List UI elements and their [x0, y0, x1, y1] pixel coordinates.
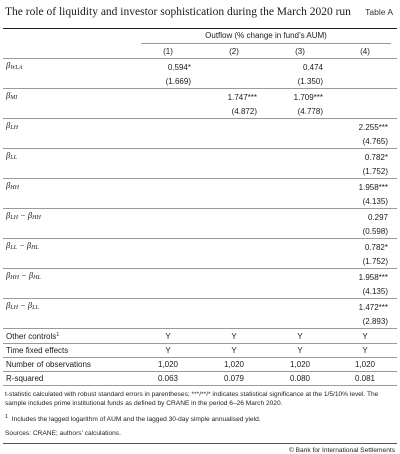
tstat-cell: [201, 135, 267, 149]
row-label: $\beta_{LL} - \beta_{HL}$: [6, 240, 39, 251]
coef-cell: [135, 149, 201, 166]
coef-cell: 0.782*: [364, 242, 388, 252]
coef-row: [3, 179, 397, 196]
stat-cell: 1,020: [135, 358, 201, 372]
coef-row: [3, 59, 397, 76]
row-label: Other controls$^1$: [3, 329, 135, 344]
column-header: (1): [135, 44, 201, 59]
row-label: Time fixed effects: [3, 344, 135, 358]
tstat-cell: [267, 195, 333, 209]
tstat-cell: (1.350): [267, 75, 333, 89]
tstat-cell: [135, 165, 201, 179]
stat-cell: 1,020: [201, 358, 267, 372]
column-header: (4): [333, 44, 397, 59]
column-header: (2): [201, 44, 267, 59]
regression-table: [3, 29, 397, 386]
diff-row: [3, 209, 397, 226]
row-label: $\beta_{LH} - \beta_{LL}$: [6, 300, 39, 311]
stat-row: [3, 329, 397, 344]
tstat-cell: (4.135): [333, 195, 397, 209]
tstat-cell: [267, 165, 333, 179]
row-label: Number of observations: [3, 358, 135, 372]
row-label: $\beta_{HH}$: [6, 180, 19, 191]
tstat-cell: [333, 75, 397, 89]
coef-row: [3, 119, 397, 136]
coef-cell: [201, 149, 267, 166]
coef-cell: 1.958***: [358, 182, 388, 192]
stat-cell: Y: [333, 344, 397, 358]
page-title: The role of liquidity and investor sophistication during the March 2020 run: [5, 6, 351, 18]
stat-cell: Y: [135, 344, 201, 358]
coef-cell: [333, 59, 397, 76]
row-label: $\beta_{WLA}$: [6, 60, 23, 71]
coef-cell: 0.474: [302, 62, 323, 72]
stat-cell: 0.063: [135, 372, 201, 386]
tstat-cell: (1.752): [333, 165, 397, 179]
coef-cell: [267, 119, 333, 136]
stat-cell: 0.080: [267, 372, 333, 386]
coef-cell: 0.782*: [364, 152, 388, 162]
tstat-row: [3, 75, 397, 89]
footnote: [5, 413, 395, 424]
stat-cell: Y: [201, 329, 267, 344]
row-label: $\beta_{HH} - \beta_{HL}$: [6, 270, 41, 281]
column-header-row: [3, 44, 397, 59]
row-label: $\beta_{LH}$: [6, 120, 18, 131]
coef-row: [3, 89, 397, 106]
tstat-cell: [135, 135, 201, 149]
coef-cell: 0.594*: [167, 62, 191, 72]
coef-row: [3, 149, 397, 166]
tstat-cell: [267, 135, 333, 149]
coef-cell: [201, 59, 267, 76]
spanner-row: [3, 29, 397, 44]
tstat-cell: [135, 195, 201, 209]
tstat-cell: (1.752): [333, 255, 397, 269]
footnote-text: Includes the lagged logarithm of AUM and the lagged 30-day simple annualised yield.: [11, 416, 261, 423]
tstat-cell: (1.669): [135, 75, 201, 89]
tstat-cell: (4.135): [333, 285, 397, 299]
table-header: [3, 0, 397, 24]
tstat-row: [3, 255, 397, 269]
stat-cell: Y: [267, 344, 333, 358]
tstat-cell: (2.893): [333, 315, 397, 329]
diff-row: [3, 299, 397, 316]
spanner-label: Outflow (% change in fund’s AUM): [141, 29, 391, 44]
tstat-row: [3, 165, 397, 179]
stat-cell: Y: [333, 329, 397, 344]
coef-cell: 1.747***: [227, 92, 257, 102]
coef-cell: [135, 179, 201, 196]
tstat-cell: [201, 165, 267, 179]
stat-cell: Y: [267, 329, 333, 344]
tstat-row: [3, 105, 397, 119]
coef-cell: [333, 89, 397, 106]
diff-row: [3, 269, 397, 286]
row-label: R-squared: [3, 372, 135, 386]
stat-cell: 0.081: [333, 372, 397, 386]
tstat-cell: [201, 195, 267, 209]
sources: Sources: CRANE; authors’ calculations.: [5, 430, 121, 437]
tstat-cell: [201, 75, 267, 89]
coef-cell: [135, 119, 201, 136]
diff-row: [3, 239, 397, 256]
tstat-row: [3, 195, 397, 209]
coef-cell: 0.297: [367, 212, 388, 222]
column-header: (3): [267, 44, 333, 59]
coef-cell: 1.709***: [293, 92, 323, 102]
copyright: © Bank for International Settlements: [288, 447, 395, 454]
tstat-cell: (4.778): [267, 105, 333, 119]
coef-cell: [201, 179, 267, 196]
tstat-row: [3, 285, 397, 299]
coef-cell: [267, 179, 333, 196]
coef-cell: [267, 149, 333, 166]
coef-cell: 1.472***: [358, 302, 388, 312]
tstat-cell: [135, 105, 201, 119]
tstat-row: [3, 225, 397, 239]
tstat-cell: (0.598): [333, 225, 397, 239]
coef-cell: [135, 89, 201, 106]
row-label: $\beta_{LL}$: [6, 150, 17, 161]
stat-cell: 1,020: [267, 358, 333, 372]
table-notes: [3, 386, 397, 438]
row-label: $\beta_{LH} - \beta_{HH}$: [6, 210, 41, 221]
tstat-row: [3, 135, 397, 149]
stat-cell: Y: [135, 329, 201, 344]
tstat-row: [3, 315, 397, 329]
stat-cell: 1,020: [333, 358, 397, 372]
footnote-marker: 1: [5, 414, 9, 420]
coef-cell: 2.255***: [358, 122, 388, 132]
coef-cell: 1.958***: [358, 272, 388, 282]
coef-cell: [201, 119, 267, 136]
stat-row: [3, 344, 397, 358]
table-tag: Table A: [365, 7, 393, 17]
tstat-cell: (4.765): [333, 135, 397, 149]
stat-cell: Y: [201, 344, 267, 358]
stat-cell: 0.079: [201, 372, 267, 386]
row-label: $\beta_{MI}$: [6, 90, 18, 101]
note-main: t-statistic calculated with robust standard errors in parentheses; ***/**/* indicates statistical significance at the 1/5/10% level. The sample includes prime institutional funds as defined by CRANE in the period 6–26 March 2020.: [5, 391, 379, 407]
tstat-cell: (4.872): [201, 105, 267, 119]
stat-row: [3, 372, 397, 386]
tstat-cell: [333, 105, 397, 119]
stat-row: [3, 358, 397, 372]
